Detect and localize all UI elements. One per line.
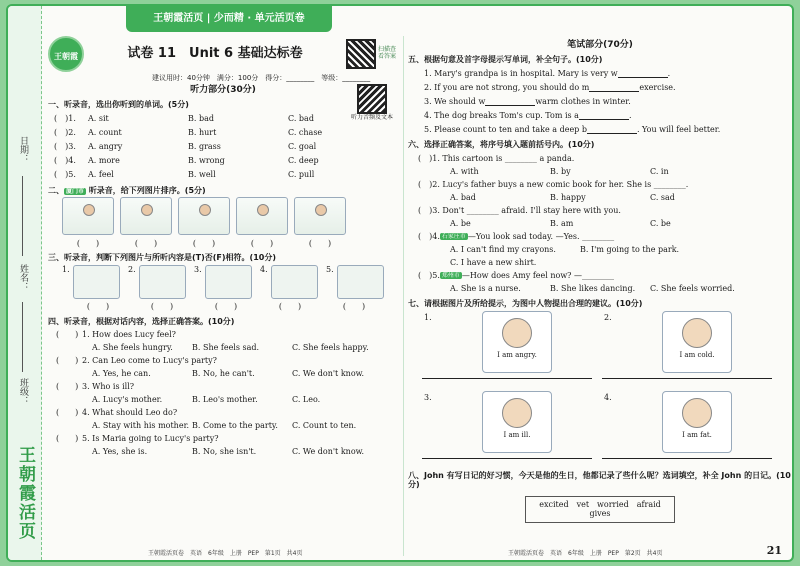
audio-qr-code[interactable] <box>357 84 387 114</box>
option-c: C. Leo. <box>292 395 321 405</box>
fill-blank[interactable] <box>589 83 639 92</box>
date-label: 日期： <box>18 136 28 163</box>
option-a: A. I can't find my crayons. <box>450 244 556 254</box>
brand-logo: 王朝霞 <box>48 36 84 72</box>
option-c: C. I have a new shirt. <box>450 257 537 267</box>
character-icon <box>502 398 532 428</box>
option-b: B. well <box>188 169 216 179</box>
q2-title <box>48 186 398 196</box>
q5-items <box>408 66 792 136</box>
q2-picture <box>294 197 346 235</box>
q2-prefix: 二、 <box>48 185 64 195</box>
option-a: A. be <box>450 218 471 228</box>
q4-question: 1. How does Lucy feel? <box>82 330 176 340</box>
character-icon <box>502 318 532 348</box>
q2-answer-row <box>62 237 398 249</box>
q3-item <box>128 265 186 299</box>
q1-title: 一、听录音，选出你听到的单词。(5分) <box>48 100 189 110</box>
audio-qr-block[interactable] <box>350 84 394 121</box>
option-b: B. No, he can't. <box>192 369 255 379</box>
fill-blank[interactable] <box>579 111 629 120</box>
option-a: A. angry <box>88 141 123 151</box>
answer-blank[interactable]: ( ) <box>308 238 332 248</box>
region-tag: 郑州市 <box>441 271 460 279</box>
option-b: B. hurt <box>188 127 217 137</box>
option-c: C. chase <box>288 127 323 137</box>
q7-title: 七、请根据图片及所给提示，为图中人物提出合理的建议。(10分) <box>408 298 643 308</box>
q3-item <box>194 265 252 299</box>
q4-question: 4. What should Leo do? <box>82 408 178 418</box>
q6-items <box>412 152 792 295</box>
q2-picture <box>120 197 172 235</box>
option-a: A. She is a nurse. <box>450 283 521 293</box>
title-row <box>48 32 398 76</box>
q3-answer-row <box>72 301 398 313</box>
q3-pictures <box>62 265 398 299</box>
answer-blank[interactable]: ( ) <box>56 356 79 366</box>
option-b: B. wrong <box>188 155 225 165</box>
fill-blank[interactable] <box>485 97 535 106</box>
q2-picture <box>178 197 230 235</box>
date-line <box>22 176 23 256</box>
answer-blank[interactable]: ( ) <box>56 434 79 444</box>
q5-row: 5. Please count to ten and take a deep b . You will feel better. <box>424 124 721 134</box>
character-icon <box>682 318 712 348</box>
q6-question: ( )5. 郑州市 —How does Amy feel now? —________ <box>418 270 614 280</box>
q3-item <box>326 265 384 299</box>
exam-info: 建议用时：40分钟 满分：100分 得分：________ 等级：________ <box>152 74 371 82</box>
answer-blank[interactable]: ( ) <box>150 302 174 312</box>
q7-item: 1. I am angry. <box>422 311 602 385</box>
q7-grid <box>422 311 792 465</box>
option-a: A. sit <box>88 113 109 123</box>
option-a: A. count <box>88 127 122 137</box>
option-b: B. happy <box>550 192 586 202</box>
option-c: C. goal <box>288 141 317 151</box>
option-c: C. We don't know. <box>292 369 365 379</box>
right-footer: 王朝霞活页卷 英语 6年级 上册 PEP 第2页 共4页 <box>508 550 663 557</box>
option-c: C. She feels happy. <box>292 343 369 353</box>
q3-title: 三、听录音，判断下列图片与所听内容是(T)否(F)相符。(10分) <box>48 253 276 263</box>
option-b: B. am <box>550 218 574 228</box>
q1-num: ( )1. <box>54 113 76 123</box>
option-c: C. sad <box>650 192 675 202</box>
option-a: A. with <box>450 166 479 176</box>
q3-picture <box>73 265 120 299</box>
answer-blank[interactable]: ( ) <box>342 302 366 312</box>
answer-blank[interactable]: ( ) <box>278 302 302 312</box>
answer-blank[interactable]: ( ) <box>192 238 216 248</box>
q8-title: 八、John 有写日记的好习惯，今天是他的生日，他都记录了些什么呢？选词填空，补全 John 的日记。(10分) <box>408 470 791 490</box>
option-b: B. No, she isn't. <box>192 447 257 457</box>
answer-blank[interactable]: ( ) <box>134 238 158 248</box>
q5-row: 1. Mary's grandpa is in hospital. Mary is very w . <box>424 68 671 78</box>
q4-question: 3. Who is ill? <box>82 382 135 392</box>
right-page <box>408 32 792 523</box>
q3-num: 1. <box>62 264 70 274</box>
q3-num: 4. <box>260 264 268 274</box>
page-number: 21 <box>766 544 782 557</box>
q6-question: ( )2. Lucy's father buys a new comic book for her. She is ________. <box>418 179 689 189</box>
fill-blank[interactable] <box>587 125 637 134</box>
answer-line[interactable] <box>602 458 772 459</box>
option-c: C. bad <box>288 113 314 123</box>
q3-num: 5. <box>326 264 334 274</box>
q7-picture: I am fat. <box>662 391 732 453</box>
q4-question: 5. Is Maria going to Lucy's party? <box>82 434 219 444</box>
answer-blank[interactable]: ( ) <box>56 408 79 418</box>
fill-blank[interactable] <box>618 69 668 78</box>
option-b: B. by <box>550 166 571 176</box>
option-a: A. Yes, she is. <box>92 447 148 457</box>
character-icon <box>682 398 712 428</box>
option-a: A. more <box>88 155 120 165</box>
q1-row <box>48 168 398 182</box>
q3-picture <box>271 265 318 299</box>
option-b: B. She likes dancing. <box>550 283 636 293</box>
option-b: B. She feels sad. <box>192 343 260 353</box>
option-c: C. pull <box>288 169 315 179</box>
option-a: A. Yes, he can. <box>92 369 151 379</box>
answer-line[interactable] <box>602 378 772 379</box>
page-title: 试卷 11 Unit 6 基础达标卷 <box>127 46 303 62</box>
option-b: B. grass <box>188 141 221 151</box>
q7-picture: I am angry. <box>482 311 552 373</box>
audio-qr-caption: 听力音频及文本 <box>350 114 393 121</box>
q3-item <box>62 265 120 299</box>
listening-part-title: 听力部分(30分) <box>190 85 256 96</box>
q4-question: 2. Can Leo come to Lucy's party? <box>82 356 217 366</box>
q7-item: 3. I am ill. <box>422 391 602 465</box>
name-label: 姓名： <box>18 264 28 291</box>
q2-text: 听录音，给下列图片排序。(5分) <box>88 185 206 195</box>
option-b: B. bad <box>188 113 214 123</box>
q1-num: ( )4. <box>54 155 76 165</box>
q5-title: 五、根据句意及首字母提示写单词，补全句子。(10分) <box>408 54 603 64</box>
option-b: B. Leo's mother. <box>192 395 258 405</box>
q3-num: 2. <box>128 264 136 274</box>
q1-num: ( )5. <box>54 169 76 179</box>
q1-num: ( )3. <box>54 141 76 151</box>
q1-row <box>48 154 398 168</box>
answer-blank[interactable]: ( ) <box>86 302 110 312</box>
qr-caption: 扫描查看答案 <box>378 46 397 60</box>
answer-blank[interactable]: ( ) <box>56 382 79 392</box>
q5-row: 3. We should w warm clothes in winter. <box>424 96 631 106</box>
q2-pictures <box>62 197 398 235</box>
option-c: C. We don't know. <box>292 447 365 457</box>
option-b: B. I'm going to the park. <box>580 244 680 254</box>
option-a: A. feel <box>88 169 114 179</box>
option-c: C. in <box>650 166 669 176</box>
left-footer: 王朝霞活页卷 英语 6年级 上册 PEP 第1页 共4页 <box>148 550 303 557</box>
q6-question: ( )1. This cartoon is ________ a panda. <box>418 153 575 163</box>
student-info-sidebar <box>8 6 42 560</box>
page-frame <box>6 4 794 562</box>
q4-title: 四、听录音，根据对话内容，选择正确答案。(10分) <box>48 316 235 326</box>
q1-num: ( )2. <box>54 127 76 137</box>
option-c: C. be <box>650 218 671 228</box>
q7-picture: I am cold. <box>662 311 732 373</box>
q6-question: ( )4. 石家庄市 —You look sad today. —Yes. ________ <box>418 231 615 241</box>
answer-blank[interactable]: ( ) <box>56 330 79 340</box>
q1-row <box>48 140 398 154</box>
series-banner: 王朝霞活页 | 少而精 · 单元活页卷 <box>126 6 332 32</box>
option-a: A. bad <box>450 192 476 202</box>
answer-blank[interactable]: ( ) <box>214 302 238 312</box>
answer-blank[interactable]: ( ) <box>76 238 100 248</box>
q5-row: 4. The dog breaks Tom's cup. Tom is a . <box>424 110 632 120</box>
q3-item <box>260 265 318 299</box>
page-divider <box>403 36 404 556</box>
option-a: A. Stay with his mother. <box>92 421 190 431</box>
option-b: B. Come to the party. <box>192 421 278 431</box>
answer-line[interactable] <box>422 378 592 379</box>
option-c: C. She feels worried. <box>650 283 735 293</box>
class-label: 班级： <box>18 378 28 405</box>
q4-items <box>52 329 398 459</box>
region-tag: 石家庄市 <box>441 232 466 240</box>
option-a: A. She feels hungry. <box>92 343 173 353</box>
q1-row <box>48 112 398 126</box>
q6-question: ( )3. Don't ________ afraid. I'll stay here with you. <box>418 205 621 215</box>
answer-blank[interactable]: ( ) <box>250 238 274 248</box>
option-a: A. Lucy's mother. <box>92 395 163 405</box>
writing-part-title: 笔试部分(70分) <box>567 40 633 50</box>
region-tag: 厦门市 <box>66 187 85 195</box>
option-c: C. Count to ten. <box>292 421 357 431</box>
q1-options <box>48 112 398 182</box>
q6-title: 六、选择正确答案，将序号填入题前括号内。(10分) <box>408 140 595 150</box>
name-line <box>22 302 23 372</box>
q5-row: 2. If you are not strong, you should do m exercise. <box>424 82 676 92</box>
answer-qr-code[interactable] <box>346 39 376 69</box>
option-c: C. deep <box>288 155 319 165</box>
q7-item: 4. I am fat. <box>602 391 782 465</box>
left-page <box>48 32 398 459</box>
answer-line[interactable] <box>422 458 592 459</box>
q2-picture <box>62 197 114 235</box>
q2-picture <box>236 197 288 235</box>
q3-num: 3. <box>194 264 202 274</box>
q3-picture <box>337 265 384 299</box>
brand-logo-vertical: 王朝霞活页 <box>15 446 35 541</box>
q3-picture <box>205 265 252 299</box>
q7-picture: I am ill. <box>482 391 552 453</box>
q7-item: 2. I am cold. <box>602 311 782 385</box>
q3-picture <box>139 265 186 299</box>
q1-row <box>48 126 398 140</box>
word-bank: excited vet worried afraid gives <box>525 496 675 523</box>
